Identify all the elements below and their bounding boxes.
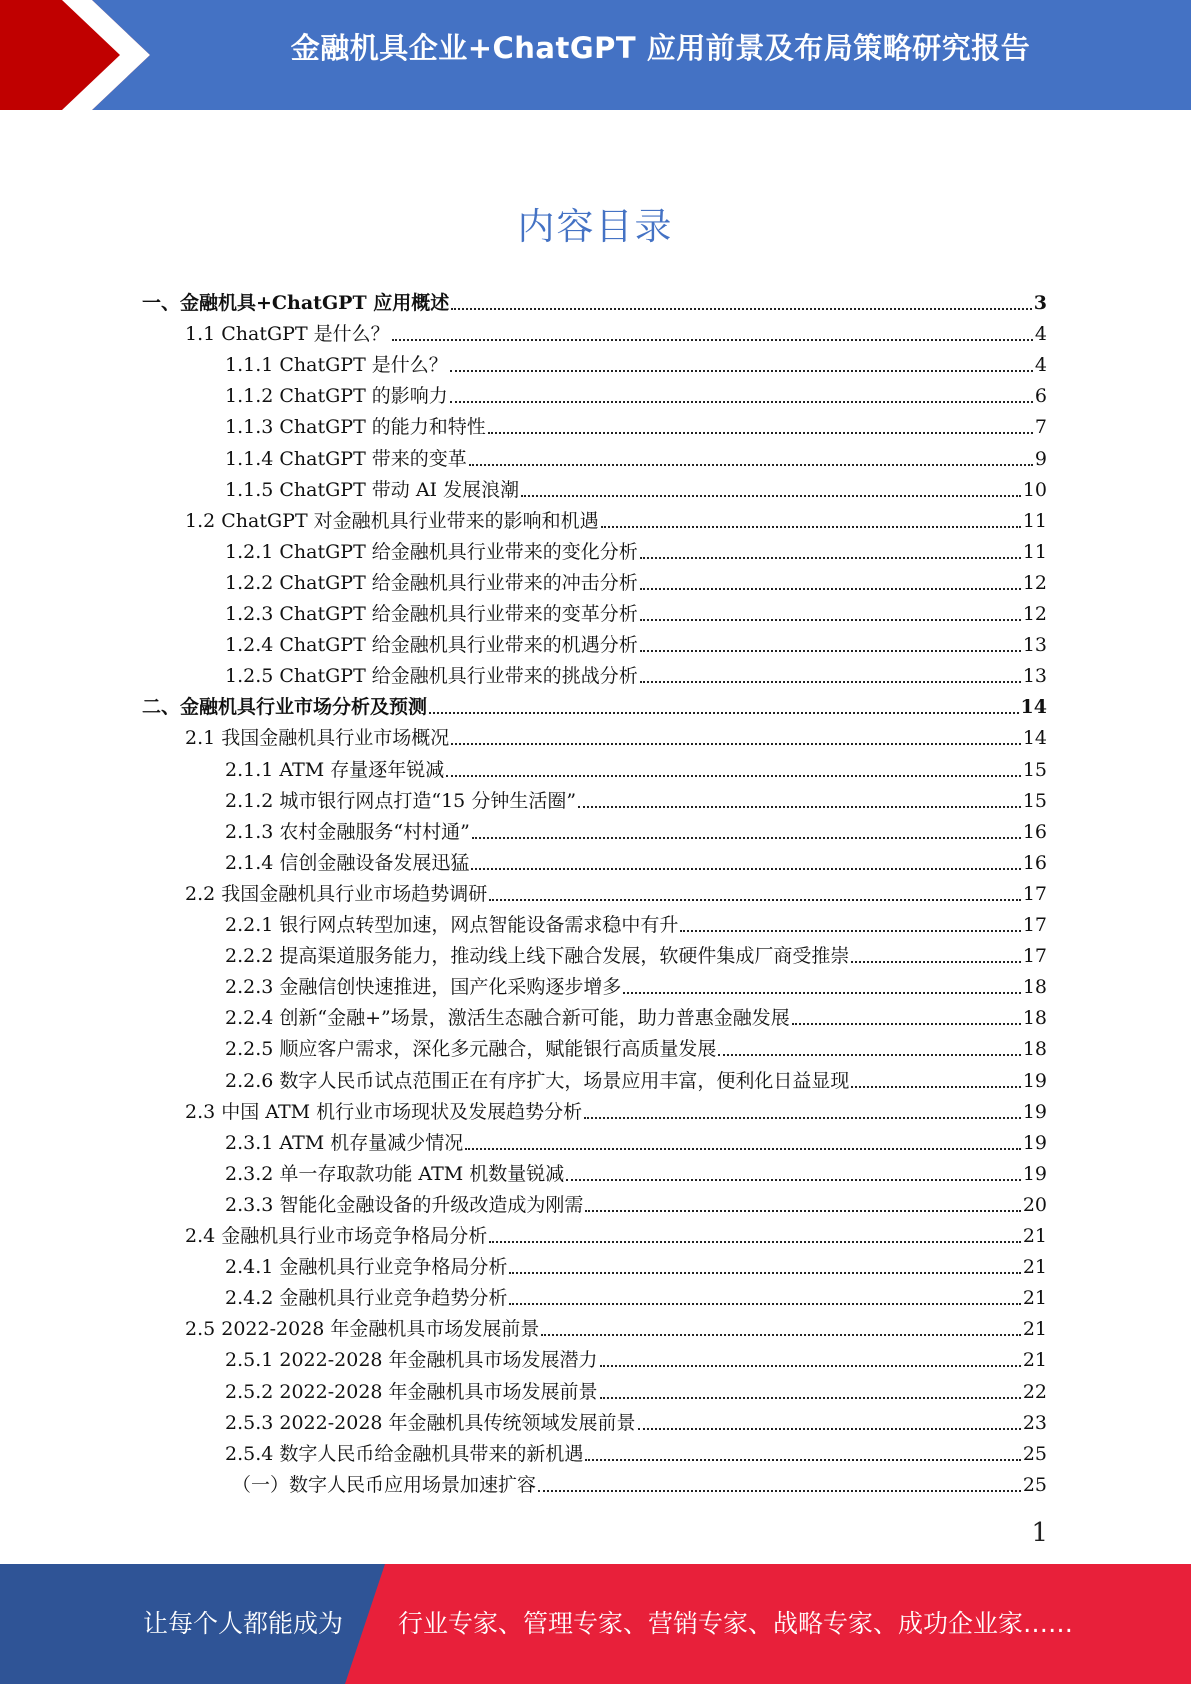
toc-entry-page: 9 xyxy=(1034,447,1047,470)
toc-dot-leader xyxy=(640,557,1021,559)
toc-entry-title: 1.2.3 ChatGPT 给金融机具行业带来的变革分析 xyxy=(225,603,638,625)
toc-entry[interactable] xyxy=(225,564,1047,595)
toc-entry[interactable] xyxy=(185,719,1047,750)
toc-entry[interactable] xyxy=(185,1217,1047,1248)
toc-entry[interactable] xyxy=(185,1310,1047,1341)
toc-dot-leader xyxy=(429,712,1019,714)
toc-entry-page: 17 xyxy=(1022,945,1047,968)
toc-entry-page: 6 xyxy=(1034,385,1047,408)
page-number: 1 xyxy=(1031,1518,1048,1548)
toc-dot-leader xyxy=(792,1023,1021,1025)
toc-entry-page: 18 xyxy=(1022,1038,1047,1061)
toc-dot-leader xyxy=(450,401,1033,403)
toc-dot-leader xyxy=(600,1365,1021,1367)
toc-entry[interactable] xyxy=(185,315,1047,346)
toc-dot-leader xyxy=(640,650,1021,652)
toc-dot-leader xyxy=(541,1334,1020,1336)
toc-dot-leader xyxy=(623,992,1020,994)
toc-entry-title: 2.1.4 信创金融设备发展迅猛 xyxy=(225,851,470,874)
toc-entry[interactable] xyxy=(225,937,1047,968)
toc-entry-page: 13 xyxy=(1022,665,1047,688)
toc-entry-title: 1.2.5 ChatGPT 给金融机具行业带来的挑战分析 xyxy=(225,665,638,688)
toc-entry[interactable] xyxy=(225,346,1047,377)
toc-dot-leader xyxy=(451,308,1032,310)
toc-entry[interactable] xyxy=(225,377,1047,408)
toc-entry-title: 2.5.3 2022-2028 年金融机具传统领域发展前景 xyxy=(225,1411,636,1434)
toc-entry-title: 一、金融机具+ChatGPT 应用概述 xyxy=(142,292,450,314)
toc-entry-page: 18 xyxy=(1022,976,1047,999)
toc-entry-title: 2.4.2 金融机具行业竞争趋势分析 xyxy=(225,1287,508,1310)
toc-entry-page: 11 xyxy=(1022,509,1047,532)
toc-entry[interactable] xyxy=(225,657,1047,688)
toc-entry-page: 4 xyxy=(1034,323,1047,346)
toc-entry-title: 2.1.2 城市银行网点打造“15 分钟生活圈” xyxy=(225,789,577,812)
toc-entry-page: 14 xyxy=(1022,727,1047,750)
toc-dot-leader xyxy=(640,619,1021,621)
toc-entry-title: （一）数字人民币应用场景加速扩容 xyxy=(232,1473,537,1496)
toc-entry-page: 20 xyxy=(1022,1193,1047,1216)
toc-entry[interactable] xyxy=(225,1124,1047,1155)
toc-dot-leader xyxy=(521,495,1021,497)
toc-dot-leader xyxy=(585,1459,1020,1461)
toc-entry-page: 25 xyxy=(1022,1442,1047,1465)
page-footer xyxy=(0,1564,1191,1684)
toc-entry[interactable] xyxy=(225,782,1047,813)
toc-entry-title: 2.2.1 银行网点转型加速，网点智能设备需求稳中有升 xyxy=(225,914,679,936)
toc-entry-title: 1.1.4 ChatGPT 带来的变革 xyxy=(225,447,467,470)
toc-entry-title: 2.2.6 数字人民币试点范围正在有序扩大，场景应用丰富，便利化日益显现 xyxy=(225,1069,850,1092)
toc-entry-title: 1.1.3 ChatGPT 的能力和特性 xyxy=(225,416,486,439)
toc-entry[interactable] xyxy=(225,1279,1047,1310)
toc-entry-title: 2.1.3 农村金融服务“村村通” xyxy=(225,820,470,843)
toc-entry-page: 13 xyxy=(1022,634,1047,657)
toc-entry-page: 21 xyxy=(1022,1287,1047,1310)
toc-entry-title: 2.2.4 创新“金融+”场景，激活生态融合新可能，助力普惠金融发展 xyxy=(225,1007,790,1030)
toc-dot-leader xyxy=(638,1428,1021,1430)
toc-entry-page: 19 xyxy=(1022,1100,1047,1123)
report-title: 金融机具企业+ChatGPT 应用前景及布局策略研究报告 xyxy=(290,31,1031,65)
toc-entry-title: 1.2.2 ChatGPT 给金融机具行业带来的冲击分析 xyxy=(225,571,638,594)
toc-entry[interactable] xyxy=(225,1155,1047,1186)
toc-entry-title: 2.2.3 金融信创快速推进，国产化采购逐步增多 xyxy=(225,976,622,999)
toc-dot-leader xyxy=(489,1241,1021,1243)
toc-dot-leader xyxy=(851,961,1020,963)
toc-entry-page: 18 xyxy=(1022,1007,1047,1030)
toc-entry-page: 17 xyxy=(1022,882,1047,905)
toc-entry-page: 11 xyxy=(1022,540,1047,563)
toc-entry-page: 12 xyxy=(1022,603,1047,625)
toc-dot-leader xyxy=(465,1148,1021,1150)
toc-dot-leader xyxy=(450,370,1033,372)
toc-entry[interactable] xyxy=(225,1186,1047,1217)
toc-entry-title: 2.4.1 金融机具行业竞争格局分析 xyxy=(225,1256,508,1279)
toc-entry[interactable] xyxy=(225,999,1047,1030)
toc-dot-leader xyxy=(471,868,1020,870)
toc-entry[interactable] xyxy=(185,502,1047,533)
toc-dot-leader xyxy=(601,526,1021,528)
toc-entry[interactable] xyxy=(225,1373,1047,1404)
toc-entry-page: 15 xyxy=(1022,758,1047,781)
toc-entry-page: 17 xyxy=(1022,914,1047,936)
toc-entry[interactable] xyxy=(142,688,1047,719)
toc-entry-title: 2.4 金融机具行业市场竞争格局分析 xyxy=(185,1225,488,1247)
toc-heading: 内容目录 xyxy=(517,205,674,248)
toc-entry[interactable] xyxy=(232,1466,1047,1497)
footer-slogan-right: 行业专家、管理专家、营销专家、战略专家、成功企业家…… xyxy=(398,1609,1074,1638)
toc-entry[interactable] xyxy=(185,1093,1047,1124)
toc-entry-page: 23 xyxy=(1022,1411,1047,1434)
toc-entry-title: 2.1 我国金融机具行业市场概况 xyxy=(185,727,450,750)
toc-entry-page: 16 xyxy=(1022,851,1047,874)
toc-entry-title: 1.1 ChatGPT 是什么？ xyxy=(185,323,390,346)
toc-entry-title: 2.3 中国 ATM 机行业市场现状及发展趋势分析 xyxy=(185,1100,583,1123)
toc-dot-leader xyxy=(488,432,1033,434)
toc-entry-title: 2.5.4 数字人民币给金融机具带来的新机遇 xyxy=(225,1442,584,1465)
header-chevron-icon xyxy=(0,0,150,110)
toc-entry[interactable] xyxy=(225,813,1047,844)
toc-entry-page: 19 xyxy=(1022,1069,1047,1092)
toc-entry-title: 2.2.5 顺应客户需求，深化多元融合，赋能银行高质量发展 xyxy=(225,1038,717,1061)
toc-dot-leader xyxy=(640,588,1021,590)
toc-entry-page: 4 xyxy=(1034,354,1047,377)
toc-entry-title: 2.3.3 智能化金融设备的升级改造成为刚需 xyxy=(225,1193,584,1216)
toc-entry-page: 16 xyxy=(1022,820,1047,843)
toc-entry[interactable] xyxy=(225,440,1047,471)
toc-entry-page: 21 xyxy=(1022,1349,1047,1372)
toc-dot-leader xyxy=(446,775,1021,777)
toc-entry-title: 2.1.1 ATM 存量逐年锐减 xyxy=(225,758,445,781)
toc-entry[interactable] xyxy=(225,1404,1047,1435)
toc-entry[interactable] xyxy=(225,408,1047,439)
toc-entry-page: 12 xyxy=(1022,571,1047,594)
toc-entry-title: 1.2 ChatGPT 对金融机具行业带来的影响和机遇 xyxy=(185,509,599,532)
toc-entry-title: 2.3.1 ATM 机存量减少情况 xyxy=(225,1131,464,1154)
toc-entry[interactable] xyxy=(225,626,1047,657)
toc-entry[interactable] xyxy=(225,595,1047,626)
toc-dot-leader xyxy=(469,464,1033,466)
toc-entry-page: 3 xyxy=(1033,292,1047,314)
toc-dot-leader xyxy=(578,806,1021,808)
toc-entry-title: 1.1.5 ChatGPT 带动 AI 发展浪潮 xyxy=(225,478,520,501)
toc-dot-leader xyxy=(509,1303,1020,1305)
toc-dot-leader xyxy=(585,1210,1020,1212)
toc-entry-page: 7 xyxy=(1034,416,1047,439)
toc-dot-leader xyxy=(489,899,1021,901)
toc-dot-leader xyxy=(584,1117,1021,1119)
toc-entry[interactable] xyxy=(225,533,1047,564)
toc-entry-page: 25 xyxy=(1022,1473,1047,1496)
toc-entry-page: 15 xyxy=(1022,789,1047,812)
toc-dot-leader xyxy=(392,339,1033,341)
toc-entry[interactable] xyxy=(185,875,1047,906)
toc-dot-leader xyxy=(851,1086,1020,1088)
toc-dot-leader xyxy=(509,1272,1020,1274)
toc-dot-leader xyxy=(600,1397,1021,1399)
toc-dot-leader xyxy=(640,681,1021,683)
toc-entry-title: 2.5 2022-2028 年金融机具市场发展前景 xyxy=(185,1318,540,1341)
toc-dot-leader xyxy=(451,743,1021,745)
toc-entry[interactable] xyxy=(225,1030,1047,1061)
toc-entry-title: 2.2.2 提高渠道服务能力，推动线上线下融合发展，软硬件集成厂商受推崇 xyxy=(225,945,850,968)
toc-entry-title: 1.1.1 ChatGPT 是什么？ xyxy=(225,354,448,377)
toc-entry[interactable] xyxy=(225,844,1047,875)
toc-entry[interactable] xyxy=(225,1248,1047,1279)
toc-dot-leader xyxy=(472,837,1021,839)
toc-entry-page: 22 xyxy=(1022,1380,1047,1403)
toc-entry-title: 二、金融机具行业市场分析及预测 xyxy=(142,696,428,719)
toc-dot-leader xyxy=(538,1490,1021,1492)
toc-entry[interactable] xyxy=(142,284,1047,315)
toc-entry-page: 10 xyxy=(1022,478,1047,501)
toc-entry-page: 19 xyxy=(1022,1131,1047,1154)
toc-entry[interactable] xyxy=(225,1341,1047,1372)
toc-entry-page: 21 xyxy=(1022,1256,1047,1279)
toc-entry[interactable] xyxy=(225,1435,1047,1466)
toc-dot-leader xyxy=(718,1054,1020,1056)
toc-entry[interactable] xyxy=(225,751,1047,782)
toc-dot-leader xyxy=(566,1179,1021,1181)
toc-entry-title: 2.3.2 单一存取款功能 ATM 机数量锐减 xyxy=(225,1162,565,1185)
toc-entry[interactable] xyxy=(225,1062,1047,1093)
toc-entry-title: 2.2 我国金融机具行业市场趋势调研 xyxy=(185,882,488,905)
footer-slogan-left: 让每个人都能成为 xyxy=(143,1609,344,1638)
toc-entry-page: 19 xyxy=(1022,1162,1047,1185)
toc-dot-leader xyxy=(680,930,1020,932)
toc-entry-title: 2.5.2 2022-2028 年金融机具市场发展前景 xyxy=(225,1380,598,1403)
toc-entry-page: 21 xyxy=(1022,1225,1047,1247)
toc-entry-page: 21 xyxy=(1022,1318,1047,1341)
toc-entry-page: 14 xyxy=(1020,696,1047,719)
page-header xyxy=(0,0,1191,110)
toc-entry-title: 1.2.4 ChatGPT 给金融机具行业带来的机遇分析 xyxy=(225,634,638,657)
toc-entry-title: 1.2.1 ChatGPT 给金融机具行业带来的变化分析 xyxy=(225,540,638,563)
toc-entry[interactable] xyxy=(225,906,1047,937)
toc-entry-title: 1.1.2 ChatGPT 的影响力 xyxy=(225,385,448,408)
toc-entry-title: 2.5.1 2022-2028 年金融机具市场发展潜力 xyxy=(225,1349,598,1372)
toc-entry[interactable] xyxy=(225,968,1047,999)
toc-entry[interactable] xyxy=(225,471,1047,502)
